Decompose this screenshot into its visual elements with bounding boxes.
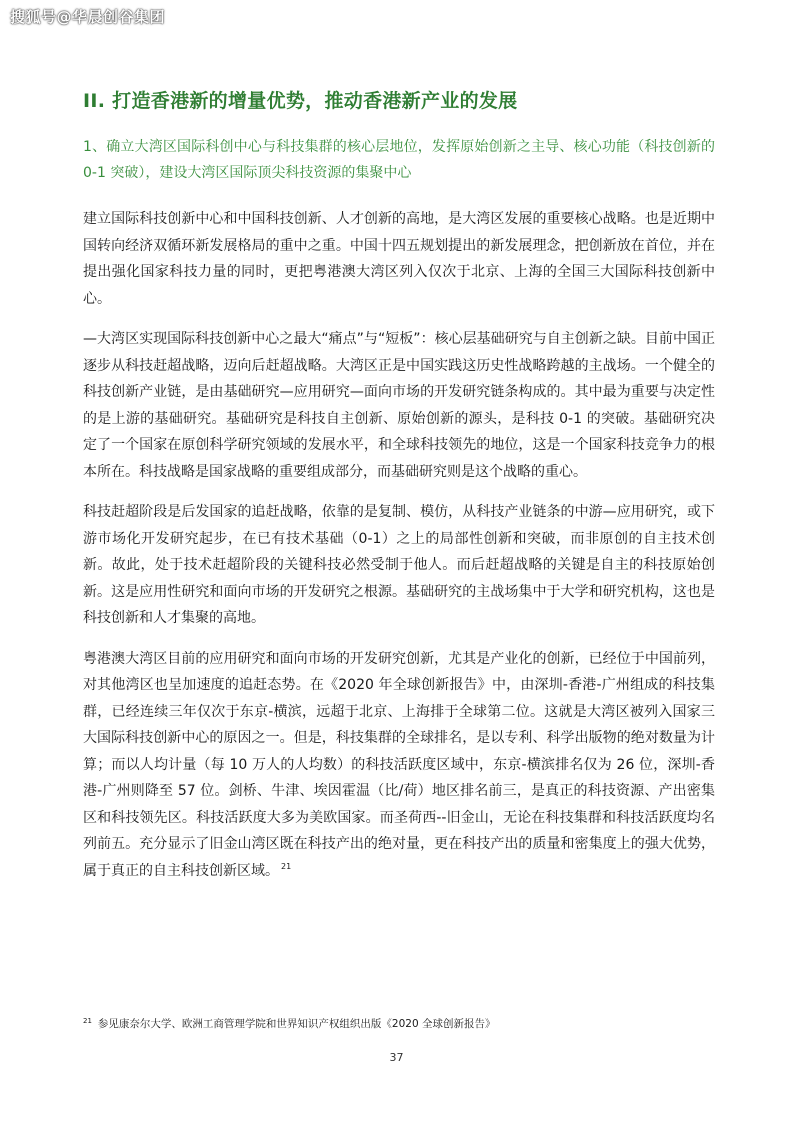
paragraph-4 bbox=[83, 646, 715, 885]
footnote-number: 21 bbox=[83, 1016, 92, 1025]
footnote bbox=[83, 1016, 723, 1031]
watermark-text: 搜狐号@华晨创谷集团 bbox=[10, 8, 166, 26]
section-heading: II. 打造香港新的增量优势，推动香港新产业的发展 bbox=[83, 90, 518, 112]
page-number: 37 bbox=[389, 1051, 404, 1064]
subsection-heading: 1、确立大湾区国际科创中心与科技集群的核心层地位，发挥原始创新之主导、核心功能（科技创新的 0-1 突破），建设大湾区国际顶尖科技资源的集聚中心 bbox=[83, 139, 715, 181]
paragraph-1: 建立国际科技创新中心和中国科技创新、人才创新的高地，是大湾区发展的重要核心战略。也是近期中国转向经济双循环新发展格局的重中之重。中国十四五规划提出的新发展理念，把创新放在首位，并在提出强化国家科技力量的同时，更把粤港澳大湾区列入仅次于北京、上海的全国三大国际科技创新中心。 bbox=[83, 211, 715, 307]
paragraph-4-text: 粤港澳大湾区目前的应用研究和面向市场的开发研究创新，尤其是产业化的创新，已经位于中国前列，对其他湾区也呈加速度的追赶态势。在《2020 年全球创新报告》中，由深圳-香港-广州组成的科技集群，已经连续三年仅次于东京-横滨，远超于北京、上海排于全球第二位。这就是大湾区被列入国家三大国际科技创新中心的原因之一。但是，科技集群的全球排名，是以专利、科学出版物的绝对数量为计算；而以人均计量（每 10 万人的人均数）的科技活跃度区域中，东京-横滨排名仅为 26 位，深圳-香港-广州则降至 57 位。剑桥、牛津、埃因霍温（比/荷）地区排名前三，是真正的科技资源、产出密集区和科技领先区。科技活跃度大多为美欧国家。而圣荷西--旧金山，无论在科技集群和科技活跃度均名列前五。充分显示了旧金山湾区既在科技产出的绝对量，更在科技产出的质量和密集度上的强大优势，属于真正的自主科技创新区域。 bbox=[83, 650, 715, 879]
paragraph-3: 科技赶超阶段是后发国家的追赶战略，依靠的是复制、模仿，从科技产业链条的中游—应用研究，或下游市场化开发研究起步，在已有技术基础（0-1）之上的局部性创新和突破，而非原创的自主技术创新。故此，处于技术赶超阶段的关键科技必然受制于他人。而后赶超战略的关键是自主的科技原始创新。这是应用性研究和面向市场的开发研究之根源。基础研究的主战场集中于大学和研究机构，这也是科技创新和人才集聚的高地。 bbox=[83, 504, 715, 626]
paragraph-2: —大湾区实现国际科技创新中心之最大“痛点”与“短板”：核心层基础研究与自主创新之缺。目前中国正逐步从科技赶超战略，迈向后赶超战略。大湾区正是中国实践这历史性战略跨越的主战场。一个健全的科技创新产业链，是由基础研究—应用研究—面向市场的开发研究链条构成的。其中最为重要与决定性的是上游的基础研究。基础研究是科技自主创新、原始创新的源头，是科技 0-1 的突破。基础研究决定了一个国家在原创科学研究领域的发展水平，和全球科技领先的地位，这是一个国家科技竞争力的根本所在。科技战略是国家战略的重要组成部分，而基础研究则是这个战略的重心。 bbox=[83, 331, 715, 480]
page-content bbox=[83, 86, 715, 884]
footnote-reference[interactable]: 21 bbox=[281, 861, 292, 871]
footnote-text: 参见康奈尔大学、欧洲工商管理学院和世界知识产权组织出版《2020 全球创新报告》 bbox=[97, 1018, 496, 1030]
